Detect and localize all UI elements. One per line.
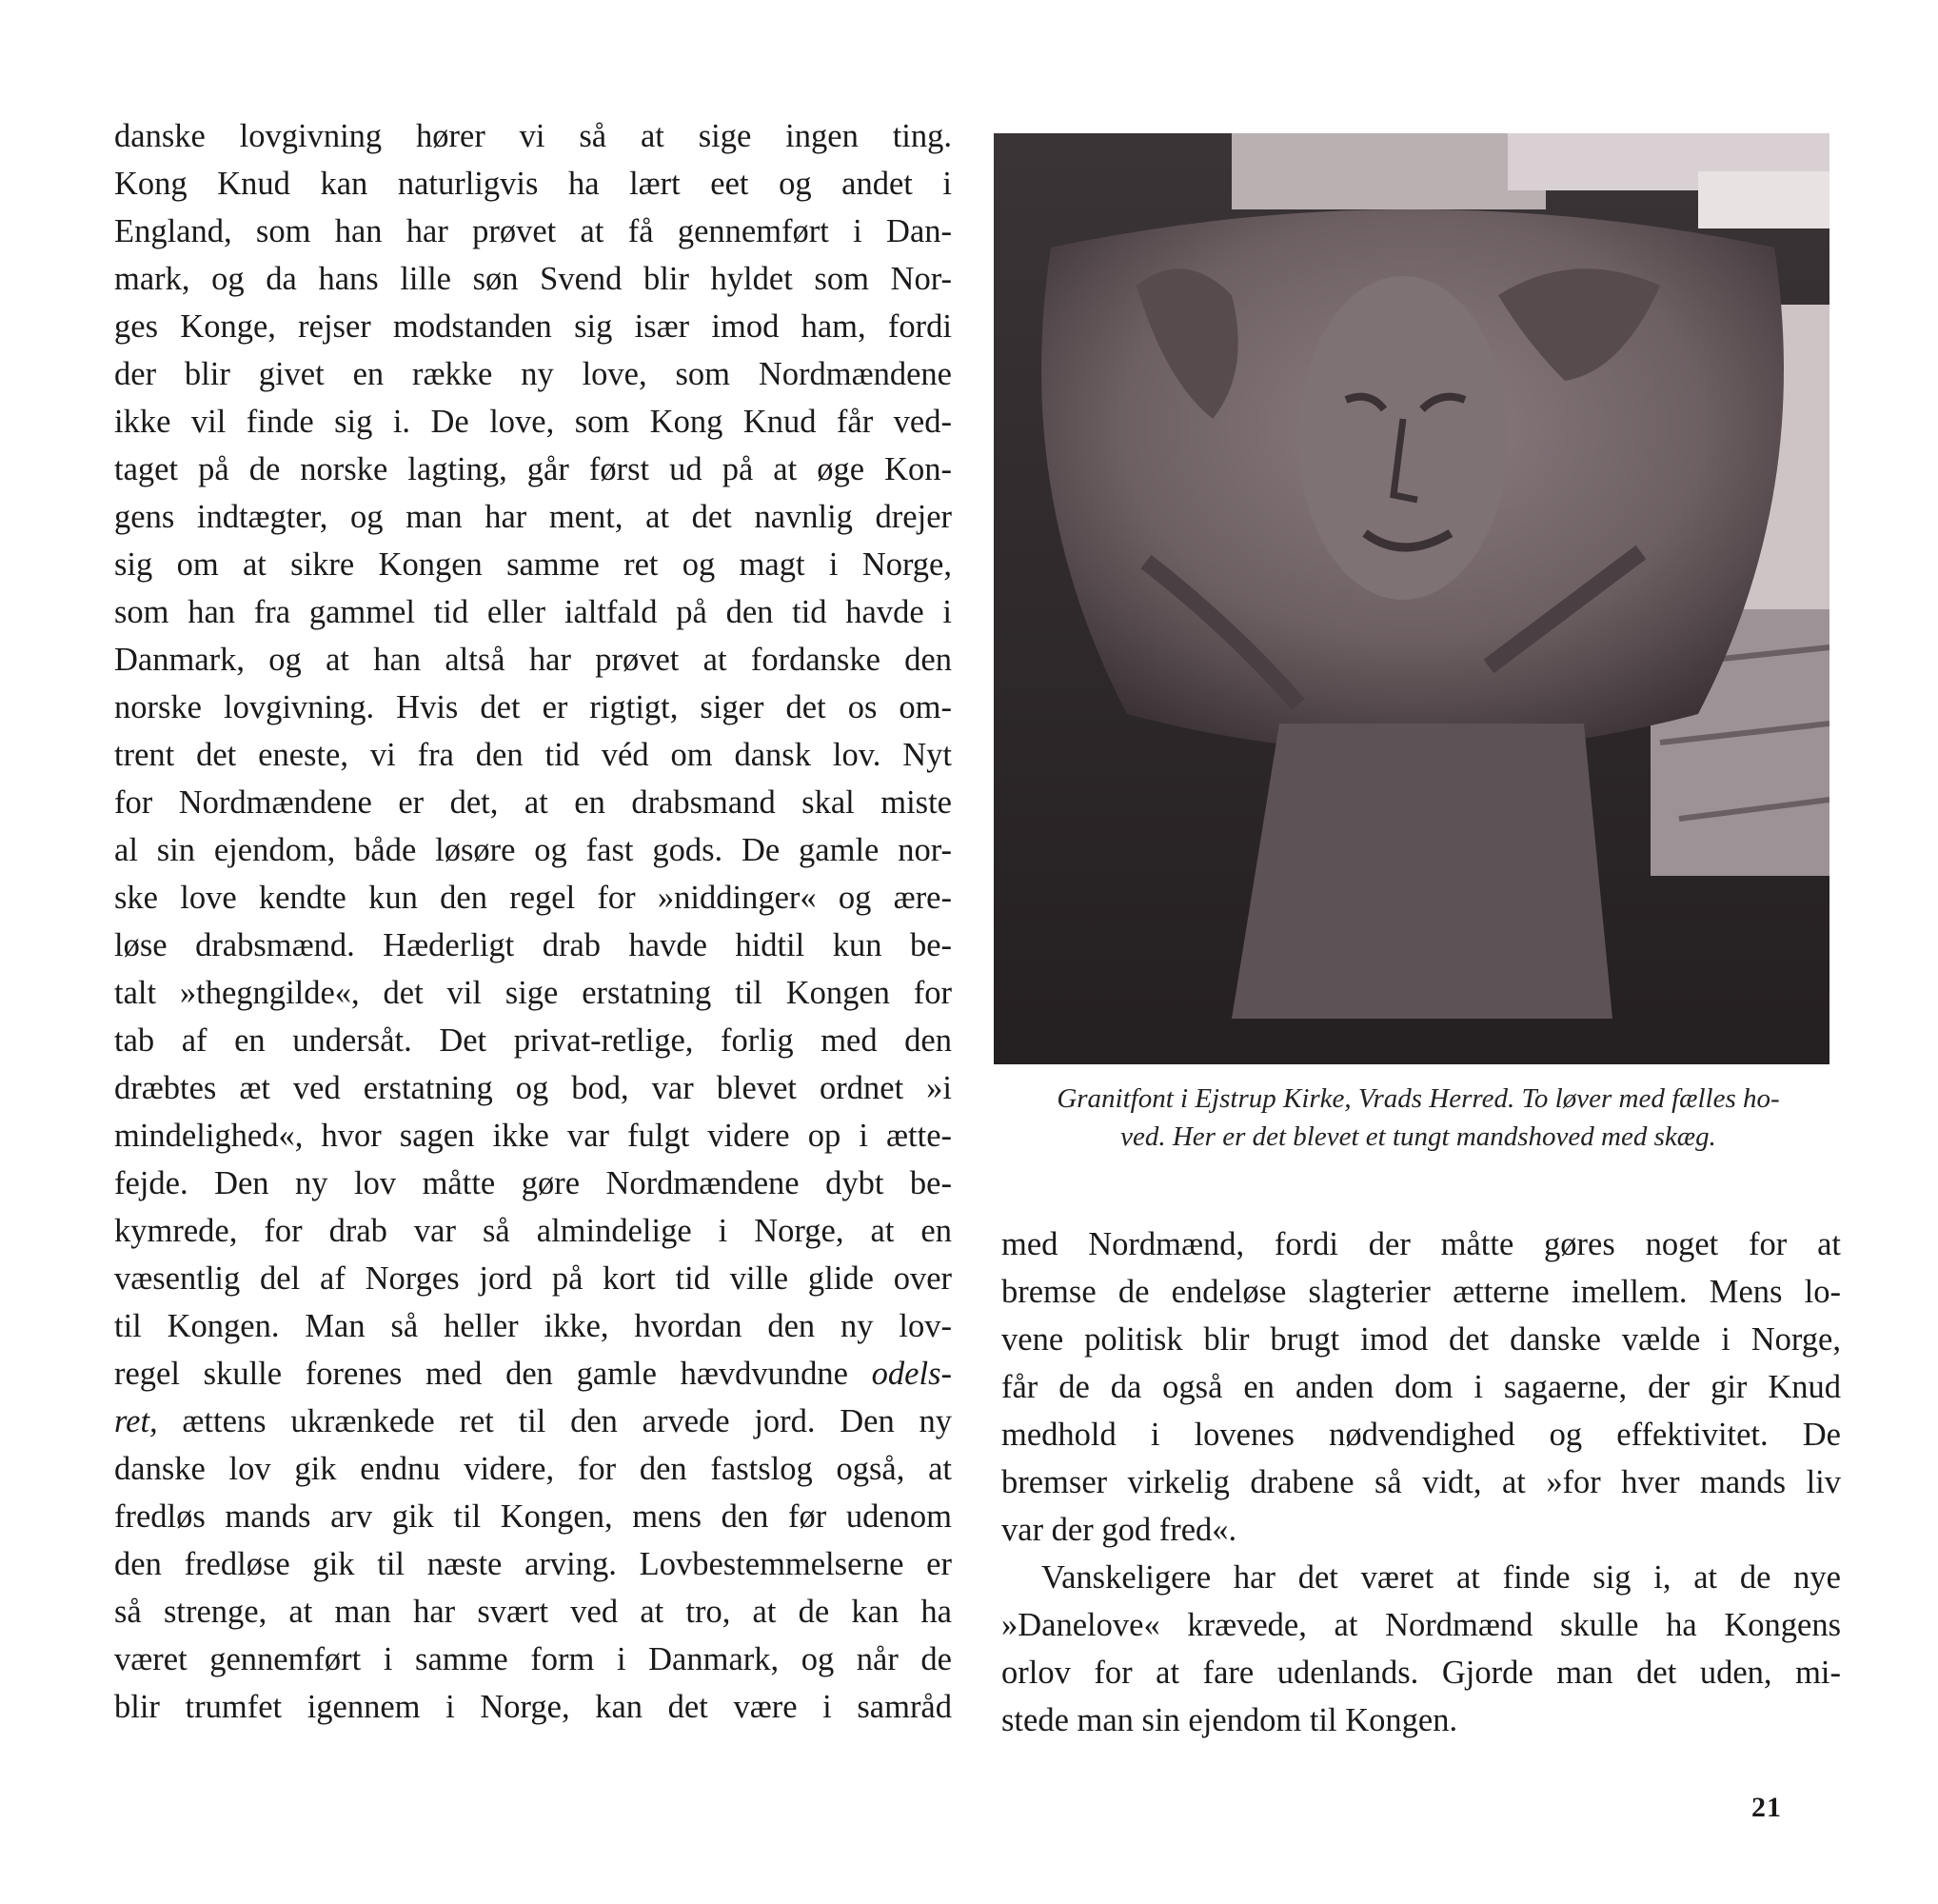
text-line: Kong Knud kan naturligvis ha lært eet og andet i bbox=[114, 166, 952, 202]
text-line: al sin ejendom, både løsøre og fast gods. De gamle nor- bbox=[114, 832, 952, 868]
text-line: danske lov gik endnu videre, for den fastslog også, at bbox=[114, 1451, 952, 1487]
text-line: stede man sin ejendom til Kongen. bbox=[1001, 1702, 1458, 1738]
text-line: mindelighed«, hvor sagen ikke var fulgt videre op i ætte- bbox=[114, 1118, 952, 1154]
text-line: får de da også en anden dom i sagaerne, der gir Knud bbox=[1001, 1369, 1841, 1405]
text-line: kymrede, for drab var så almindelige i Norge, at en bbox=[114, 1213, 952, 1249]
text-line: tab af en undersåt. Det privat-retlige, forlig med den bbox=[114, 1022, 952, 1059]
text-line: orlov for at fare udenlands. Gjorde man det uden, mi- bbox=[1001, 1655, 1841, 1691]
text-line: været gennemført i samme form i Danmark, og når de bbox=[114, 1641, 952, 1677]
text-line: mark, og da hans lille søn Svend blir hyldet som Nor- bbox=[114, 261, 952, 297]
text-line: løse drabsmænd. Hæderligt drab havde hidtil kun be- bbox=[114, 927, 952, 963]
text-line bbox=[114, 1398, 952, 1445]
text-line: væsentlig del af Norges jord på kort tid ville glide over bbox=[114, 1260, 952, 1297]
text-line: fredløs mands arv gik til Kongen, mens den før udenom bbox=[114, 1498, 952, 1535]
text-line: England, som han har prøvet at få gennemført i Dan- bbox=[114, 213, 952, 249]
page-number: 21 bbox=[1751, 1792, 1782, 1823]
text-line: danske lovgivning hører vi så at sige ingen ting. bbox=[114, 118, 952, 154]
text-line: var der god fred«. bbox=[1001, 1512, 1237, 1548]
text-line: fejde. Den ny lov måtte gøre Nordmændene dybt be- bbox=[114, 1165, 952, 1201]
text-line: dræbtes æt ved erstatning og bod, var blevet ordnet »i bbox=[114, 1070, 952, 1106]
text-line: for Nordmændene er det, at en drabsmand skal miste bbox=[114, 784, 952, 821]
granite-font-photo bbox=[994, 133, 1829, 1064]
text-line: ske love kendte kun den regel for »niddinger« og ære- bbox=[114, 880, 952, 916]
text-line: vene politisk blir brugt imod det danske vælde i Norge, bbox=[1001, 1321, 1841, 1358]
text-line: den fredløse gik til næste arving. Lovbestemmelserne er bbox=[114, 1546, 952, 1582]
text-line: så strenge, at man har svært ved at tro, at de kan ha bbox=[114, 1594, 952, 1630]
photo-illustration bbox=[994, 133, 1829, 1064]
text-line: medhold i lovenes nødvendighed og effektivitet. De bbox=[1001, 1417, 1841, 1453]
text-line: Danmark, og at han altså har prøvet at fordanske den bbox=[114, 642, 952, 678]
text-line: blir trumfet igennem i Norge, kan det være i samråd bbox=[114, 1689, 952, 1725]
text-line: bremser virkelig drabene så vidt, at »for hver mands liv bbox=[1001, 1464, 1841, 1500]
italic-term: odels- bbox=[871, 1356, 952, 1392]
text-line: taget på de norske lagting, går først ud på at øge Kon- bbox=[114, 451, 952, 487]
text-line: med Nordmænd, fordi der måtte gøres noget for at bbox=[1001, 1226, 1841, 1262]
caption-line: Granitfont i Ejstrup Kirke, Vrads Herred. To løver med fælles ho- bbox=[1057, 1083, 1780, 1114]
text-line: til Kongen. Man så heller ikke, hvordan den ny lov- bbox=[114, 1308, 952, 1344]
text-line: der blir givet en række ny love, som Nordmændene bbox=[114, 356, 952, 392]
text-line bbox=[114, 1350, 952, 1398]
text-line: sig om at sikre Kongen samme ret og magt i Norge, bbox=[114, 546, 952, 583]
text-line: som han fra gammel tid eller ialtfald på den tid havde i bbox=[114, 594, 952, 630]
text-line: gens indtægter, og man har ment, at det navnlig drejer bbox=[114, 499, 952, 535]
text-run: regel skulle forenes med den gamle hævdvundne bbox=[114, 1356, 872, 1392]
text-line: trent det eneste, vi fra den tid véd om dansk lov. Nyt bbox=[114, 737, 952, 773]
text-line: bremse de endeløse slagterier ætterne imellem. Mens lo- bbox=[1001, 1274, 1841, 1310]
text-line: »Danelove« krævede, at Nordmænd skulle ha Kongens bbox=[1001, 1607, 1841, 1643]
text-line: talt »thegngilde«, det vil sige erstatning til Kongen for bbox=[114, 975, 952, 1011]
text-line: ikke vil finde sig i. De love, som Kong Knud får ved- bbox=[114, 404, 952, 440]
text-line: Vanskeligere har det været at finde sig i, at de nye bbox=[1041, 1559, 1841, 1596]
italic-term: ret, bbox=[114, 1403, 158, 1439]
text-line: norske lovgivning. Hvis det er rigtigt, siger det os om- bbox=[114, 689, 952, 725]
figure-caption bbox=[996, 1080, 1841, 1156]
caption-line: ved. Her er det blevet et tungt mandshoved med skæg. bbox=[1120, 1121, 1716, 1152]
text-run: ættens ukrænkede ret til den arvede jord. Den ny bbox=[157, 1403, 952, 1439]
text-line: ges Konge, rejser modstanden sig især imod ham, fordi bbox=[114, 308, 952, 345]
